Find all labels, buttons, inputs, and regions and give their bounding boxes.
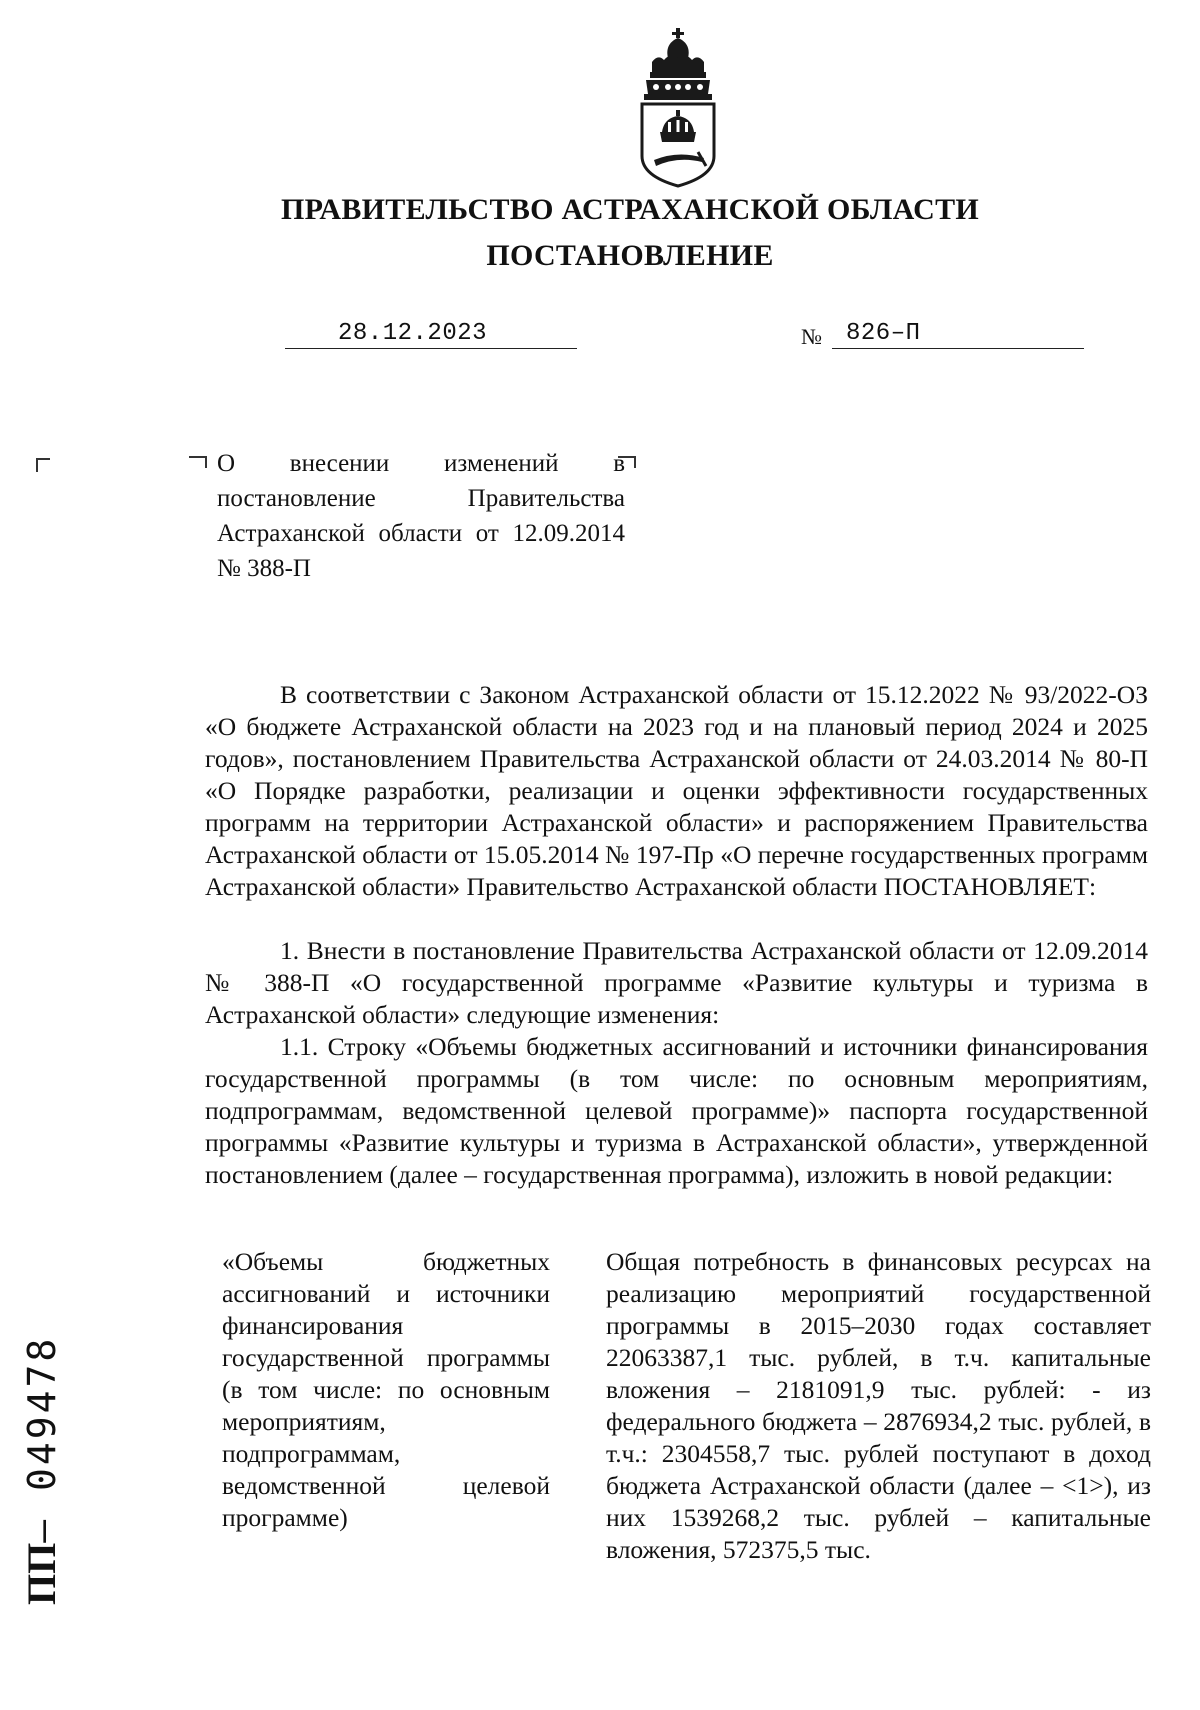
document-type-title: ПОСТАНОВЛЕНИЕ xyxy=(486,239,774,272)
serial-digits: – 049478 xyxy=(20,1335,64,1543)
paragraph-preamble: В соответствии с Законом Астраханской области от 15.12.2022 № 93/2022-ОЗ «О бюджете Астраханской области на 2023 год и на плановый период 2024 и 2025 годов», постановлением Правительства Астраханской области от 24.03.2014 № 80-П «О Порядке разработки, реализации и оценки эффективности государственных программ на территории Астраханской области» и распоряжением Правительства Астраханской области от 15.05.2014 № 197-Пр «О перечне государственных программ Астраханской области» Правительство Астраханской области ПОСТАНОВЛЯЕТ: xyxy=(205,680,1148,901)
organization-title: ПРАВИТЕЛЬСТВО АСТРАХАНСКОЙ ОБЛАСТИ xyxy=(280,193,980,226)
document-subject: О внесении изменений в постановление Правительства Астраханской области от 12.09.2014 № 388-П xyxy=(217,450,625,582)
table-cell-value: Общая потребность в финансовых ресурсах на реализацию мероприятий государственной программы в 2015–2030 годах составляет 22063387,1 тыс. рублей, в т.ч. капитальные вложения – 2181091,9 тыс. рублей: - из федерального бюджета – 2876934,2 тыс. рублей, в т.ч.: 2304558,7 тыс. рублей поступают в доход бюджета Астраханской области (далее – <1>), из них 1539268,2 тыс. рублей – капитальные вложения, 572375,5 тыс. xyxy=(606,1247,1151,1564)
serial-number-text xyxy=(18,1336,65,1605)
serial-prefix: ПП xyxy=(19,1542,64,1605)
number-sign: № xyxy=(801,324,822,349)
number-underline xyxy=(832,348,1084,349)
coat-of-arms xyxy=(638,28,718,188)
paragraph-item-1: 1. Внести в постановление Правительства Астраханской области от 12.09.2014 № 388-П «О государственной программе «Развитие культуры и туризма в Астраханской области» следующие изменения: xyxy=(205,936,1148,1029)
astrakhan-coat-of-arms-icon xyxy=(638,28,718,188)
date-underline xyxy=(285,348,577,349)
subject-corner-mark-left xyxy=(189,456,207,468)
document-number: 826–П xyxy=(846,320,921,347)
document-date: 28.12.2023 xyxy=(338,320,488,347)
table-cell-label: «Объемы бюджетных ассигнований и источники финансирования государственной программы (в том числе: по основным мероприятиям, подпрограммам, ведомственной целевой программе) xyxy=(222,1247,550,1532)
corner-mark xyxy=(36,458,50,472)
paragraph-item-1-1: 1.1. Строку «Объемы бюджетных ассигнований и источники финансирования государственной программы (в том числе: по основным мероприятиям, подпрограммам, ведомственной целевой программе)» паспорта государственной программы «Развитие культуры и туризма в Астраханской области», утвержденной постановлением (далее – государственная программа), изложить в новой редакции: xyxy=(205,1032,1148,1189)
